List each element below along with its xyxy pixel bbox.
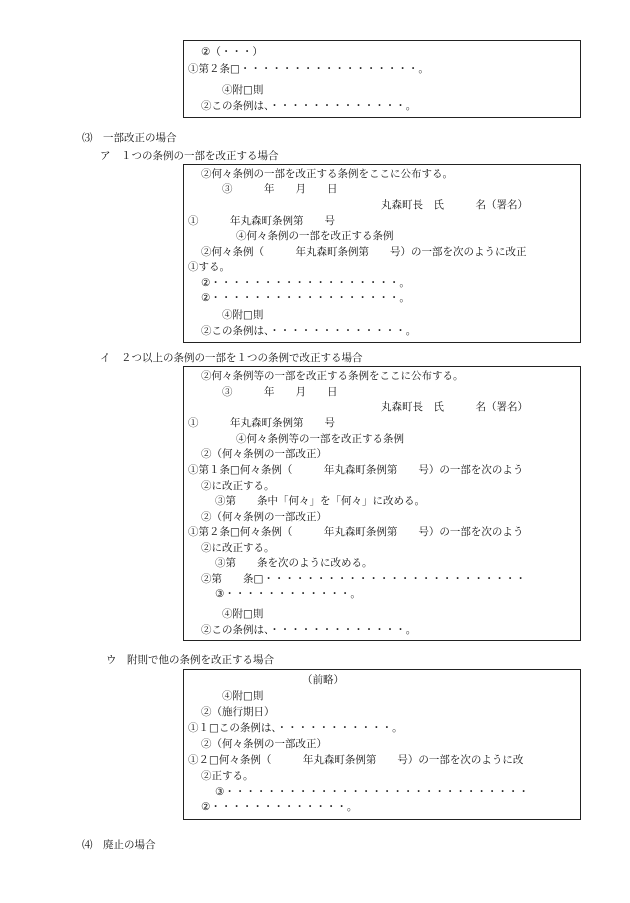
box4-line: ①１□この条例は、・・・・・・・・・・・。 [188, 722, 403, 734]
box2-line: ①する。 [188, 261, 230, 273]
box3-line: ① 年丸森町条例第 号 [188, 417, 335, 429]
box3-line: ①第２条□何々条例（ 年丸森町条例第 号）の一部を次のよう [188, 526, 524, 538]
box2-line: ④何々条例の一部を改正する条例 [236, 230, 394, 242]
box3-line: ④附□則 [222, 608, 264, 620]
example-box-2 [183, 164, 581, 343]
box4-line: ②・・・・・・・・・・・・・。 [201, 801, 358, 813]
box3-line: ③第 条中「何々」を「何々」に改める。 [215, 495, 425, 507]
box3-line: ③第 条を次のように改める。 [215, 557, 373, 569]
box2-line: ②・・・・・・・・・・・・・・・・・・。 [201, 292, 410, 304]
box3-line: ②何々条例等の一部を改正する条例をここに公布する。 [201, 370, 464, 382]
box3-line: ④何々条例等の一部を改正する条例 [236, 433, 404, 445]
box3-line: ①第１条□何々条例（ 年丸森町条例第 号）の一部を次のよう [188, 464, 524, 476]
box2-line: ① 年丸森町条例第 号 [188, 215, 335, 227]
box3-line: 丸森町長 氏 名（署名） [381, 401, 528, 413]
box2-line: ②この条例は、・・・・・・・・・・・・・。 [201, 325, 417, 337]
box2-line: ②何々条例（ 年丸森町条例第 号）の一部を次のように改正 [201, 246, 527, 258]
box2-line: ④附□則 [222, 309, 264, 321]
example-box-1 [183, 40, 581, 118]
section-heading-repeal: ⑷ 廃止の場合 [82, 839, 156, 851]
box3-line: ②第 条□・・・・・・・・・・・・・・・・・・・・・・・・・ [201, 573, 526, 585]
subsection-heading-a: ア １つの条例の一部を改正する場合 [100, 150, 279, 162]
box3-line: ②（何々条例の一部改正） [201, 448, 327, 460]
box4-line: ④附□則 [222, 690, 264, 702]
box1-line: ①第２条□・・・・・・・・・・・・・・・・・。 [188, 63, 429, 75]
box4-line: （前略） [302, 674, 344, 686]
box4-line: ②（施行期日） [201, 706, 275, 718]
box4-line: ②（何々条例の一部改正） [201, 738, 327, 750]
box3-line: ②この条例は、・・・・・・・・・・・・・。 [201, 624, 417, 636]
subsection-heading-u: ウ 附則で他の条例を改正する場合 [106, 654, 274, 666]
box2-line: ③ 年 月 日 [222, 183, 338, 195]
example-box-4 [183, 669, 581, 820]
example-box-3 [183, 366, 581, 641]
box3-line: ③・・・・・・・・・・・・。 [215, 588, 361, 600]
box1-line: ②（・・・） [201, 46, 263, 58]
box2-line: ②何々条例の一部を改正する条例をここに公布する。 [201, 168, 453, 180]
box3-line: ②に改正する。 [201, 480, 275, 492]
box4-line: ①２□何々条例（ 年丸森町条例第 号）の一部を次のように改 [188, 754, 524, 766]
box3-line: ②（何々条例の一部改正） [201, 511, 327, 523]
box1-line: ④附□則 [222, 84, 264, 96]
box2-line: ②・・・・・・・・・・・・・・・・・・。 [201, 277, 410, 289]
box4-line: ③・・・・・・・・・・・・・・・・・・・・・・・・・・・・・ [215, 786, 529, 798]
subsection-heading-i: イ ２つ以上の条例の一部を１つの条例で改正する場合 [100, 352, 363, 364]
box3-line: ③ 年 月 日 [222, 386, 338, 398]
box2-line: 丸森町長 氏 名（署名） [381, 199, 528, 211]
box3-line: ②に改正する。 [201, 542, 275, 554]
section-heading-partial-amendment: ⑶ 一部改正の場合 [82, 132, 177, 144]
box1-line: ②この条例は、・・・・・・・・・・・・・。 [201, 100, 417, 112]
box4-line: ②正する。 [201, 770, 254, 782]
